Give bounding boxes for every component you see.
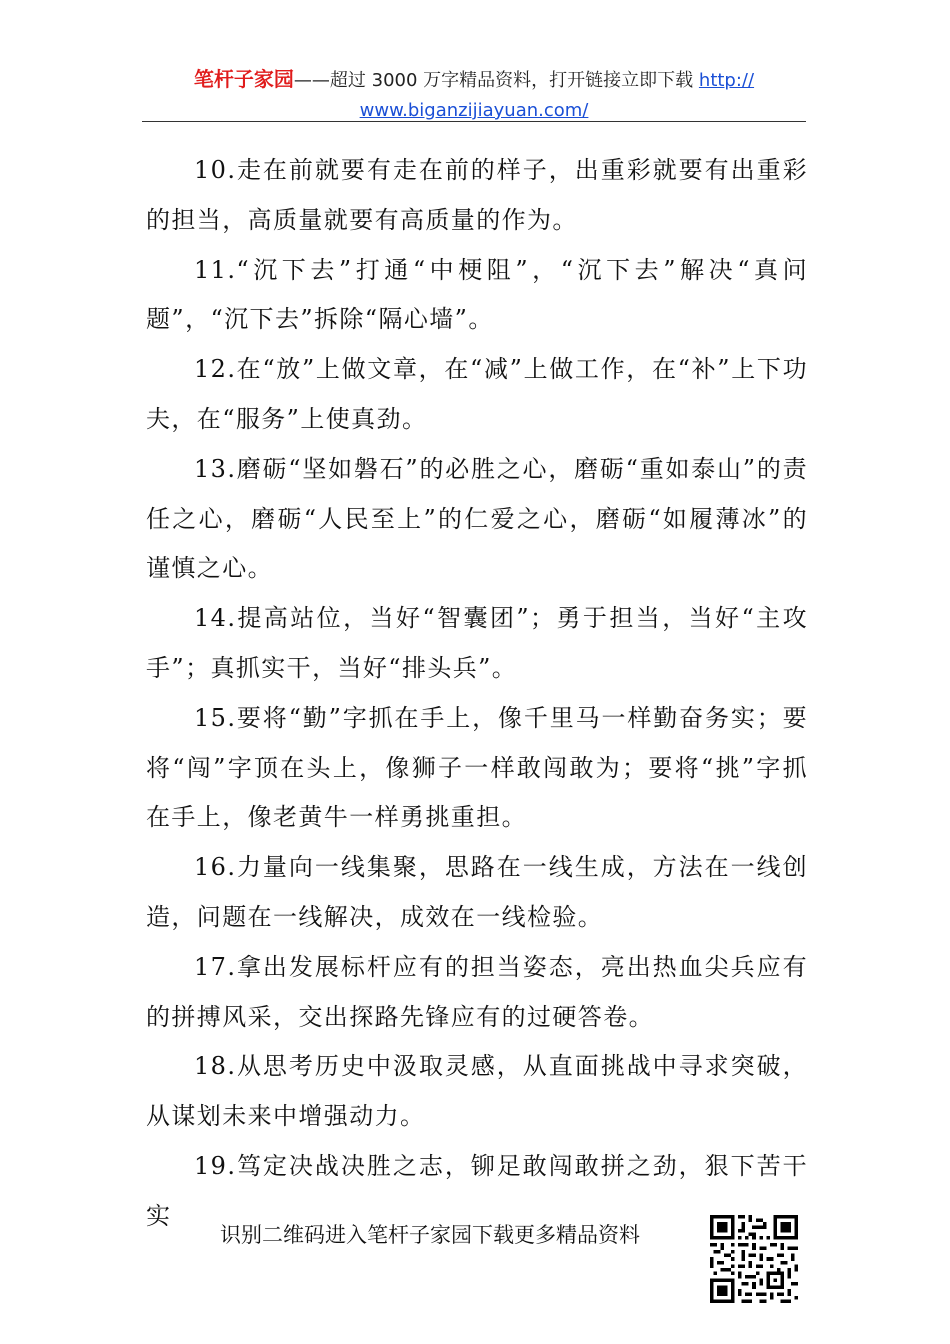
paragraph-14: 14.提高站位，当好“智囊团”；勇于担当，当好“主攻手”；真抓实干，当好“排头兵”。 [146,604,808,682]
brand-name: 笔杆子家园 [193,67,294,91]
website-link-part2[interactable]: www.biganzijiayuan.com/ [359,100,589,121]
paragraph-16: 16.力量向一线集聚，思路在一线生成，方法在一线创造，问题在一线解决，成效在一线检验。 [146,853,808,931]
paragraph-17: 17.拿出发展标杆应有的担当姿态，亮出热血尖兵应有的拼搏风采，交出探路先锋应有的过硬答卷。 [146,952,808,1031]
website-link-part1[interactable]: http:// [698,70,755,91]
header-tagline: 超过 3000 万字精品资料，打开链接立即下载 [329,70,699,91]
paragraph-11: 11.“沉下去”打通“中梗阻”，“沉下去”解决“真问题”，“沉下去”拆除“隔心墙”。 [146,255,808,334]
header-dash: —— [293,70,330,91]
page-header [142,64,806,126]
paragraph-15: 15.要将“勤”字抓在手上，像千里马一样勤奋务实；要将“闯”字顶在头上，像狮子一样敢闯敢为；要将“挑”字抓在手上，像老黄牛一样勇挑重担。 [146,703,808,832]
footer-caption: 识别二维码进入笔杆子家园下载更多精品资料 [220,1223,640,1247]
paragraph-12: 12.在“放”上做文章，在“减”上做工作，在“补”上下功夫，在“服务”上使真劲。 [146,355,808,433]
paragraph-18: 18.从思考历史中汲取灵感，从直面挑战中寻求突破，从谋划未来中增强动力。 [146,1052,808,1131]
paragraph-10: 10.走在前就要有走在前的样子，出重彩就要有出重彩的担当，高质量就要有高质量的作为。 [146,156,808,234]
document-body [146,146,808,1242]
header-divider [142,121,806,122]
qr-code-icon[interactable] [710,1215,798,1303]
paragraph-13: 13.磨砺“坚如磐石”的必胜之心，磨砺“重如泰山”的责任之心，磨砺“人民至上”的仁爱之心，磨砺“如履薄冰”的谨慎之心。 [146,454,808,583]
paragraph-19: 19.笃定决战决胜之志，铆足敢闯敢拼之劲，狠下苦干实 [146,1151,808,1230]
